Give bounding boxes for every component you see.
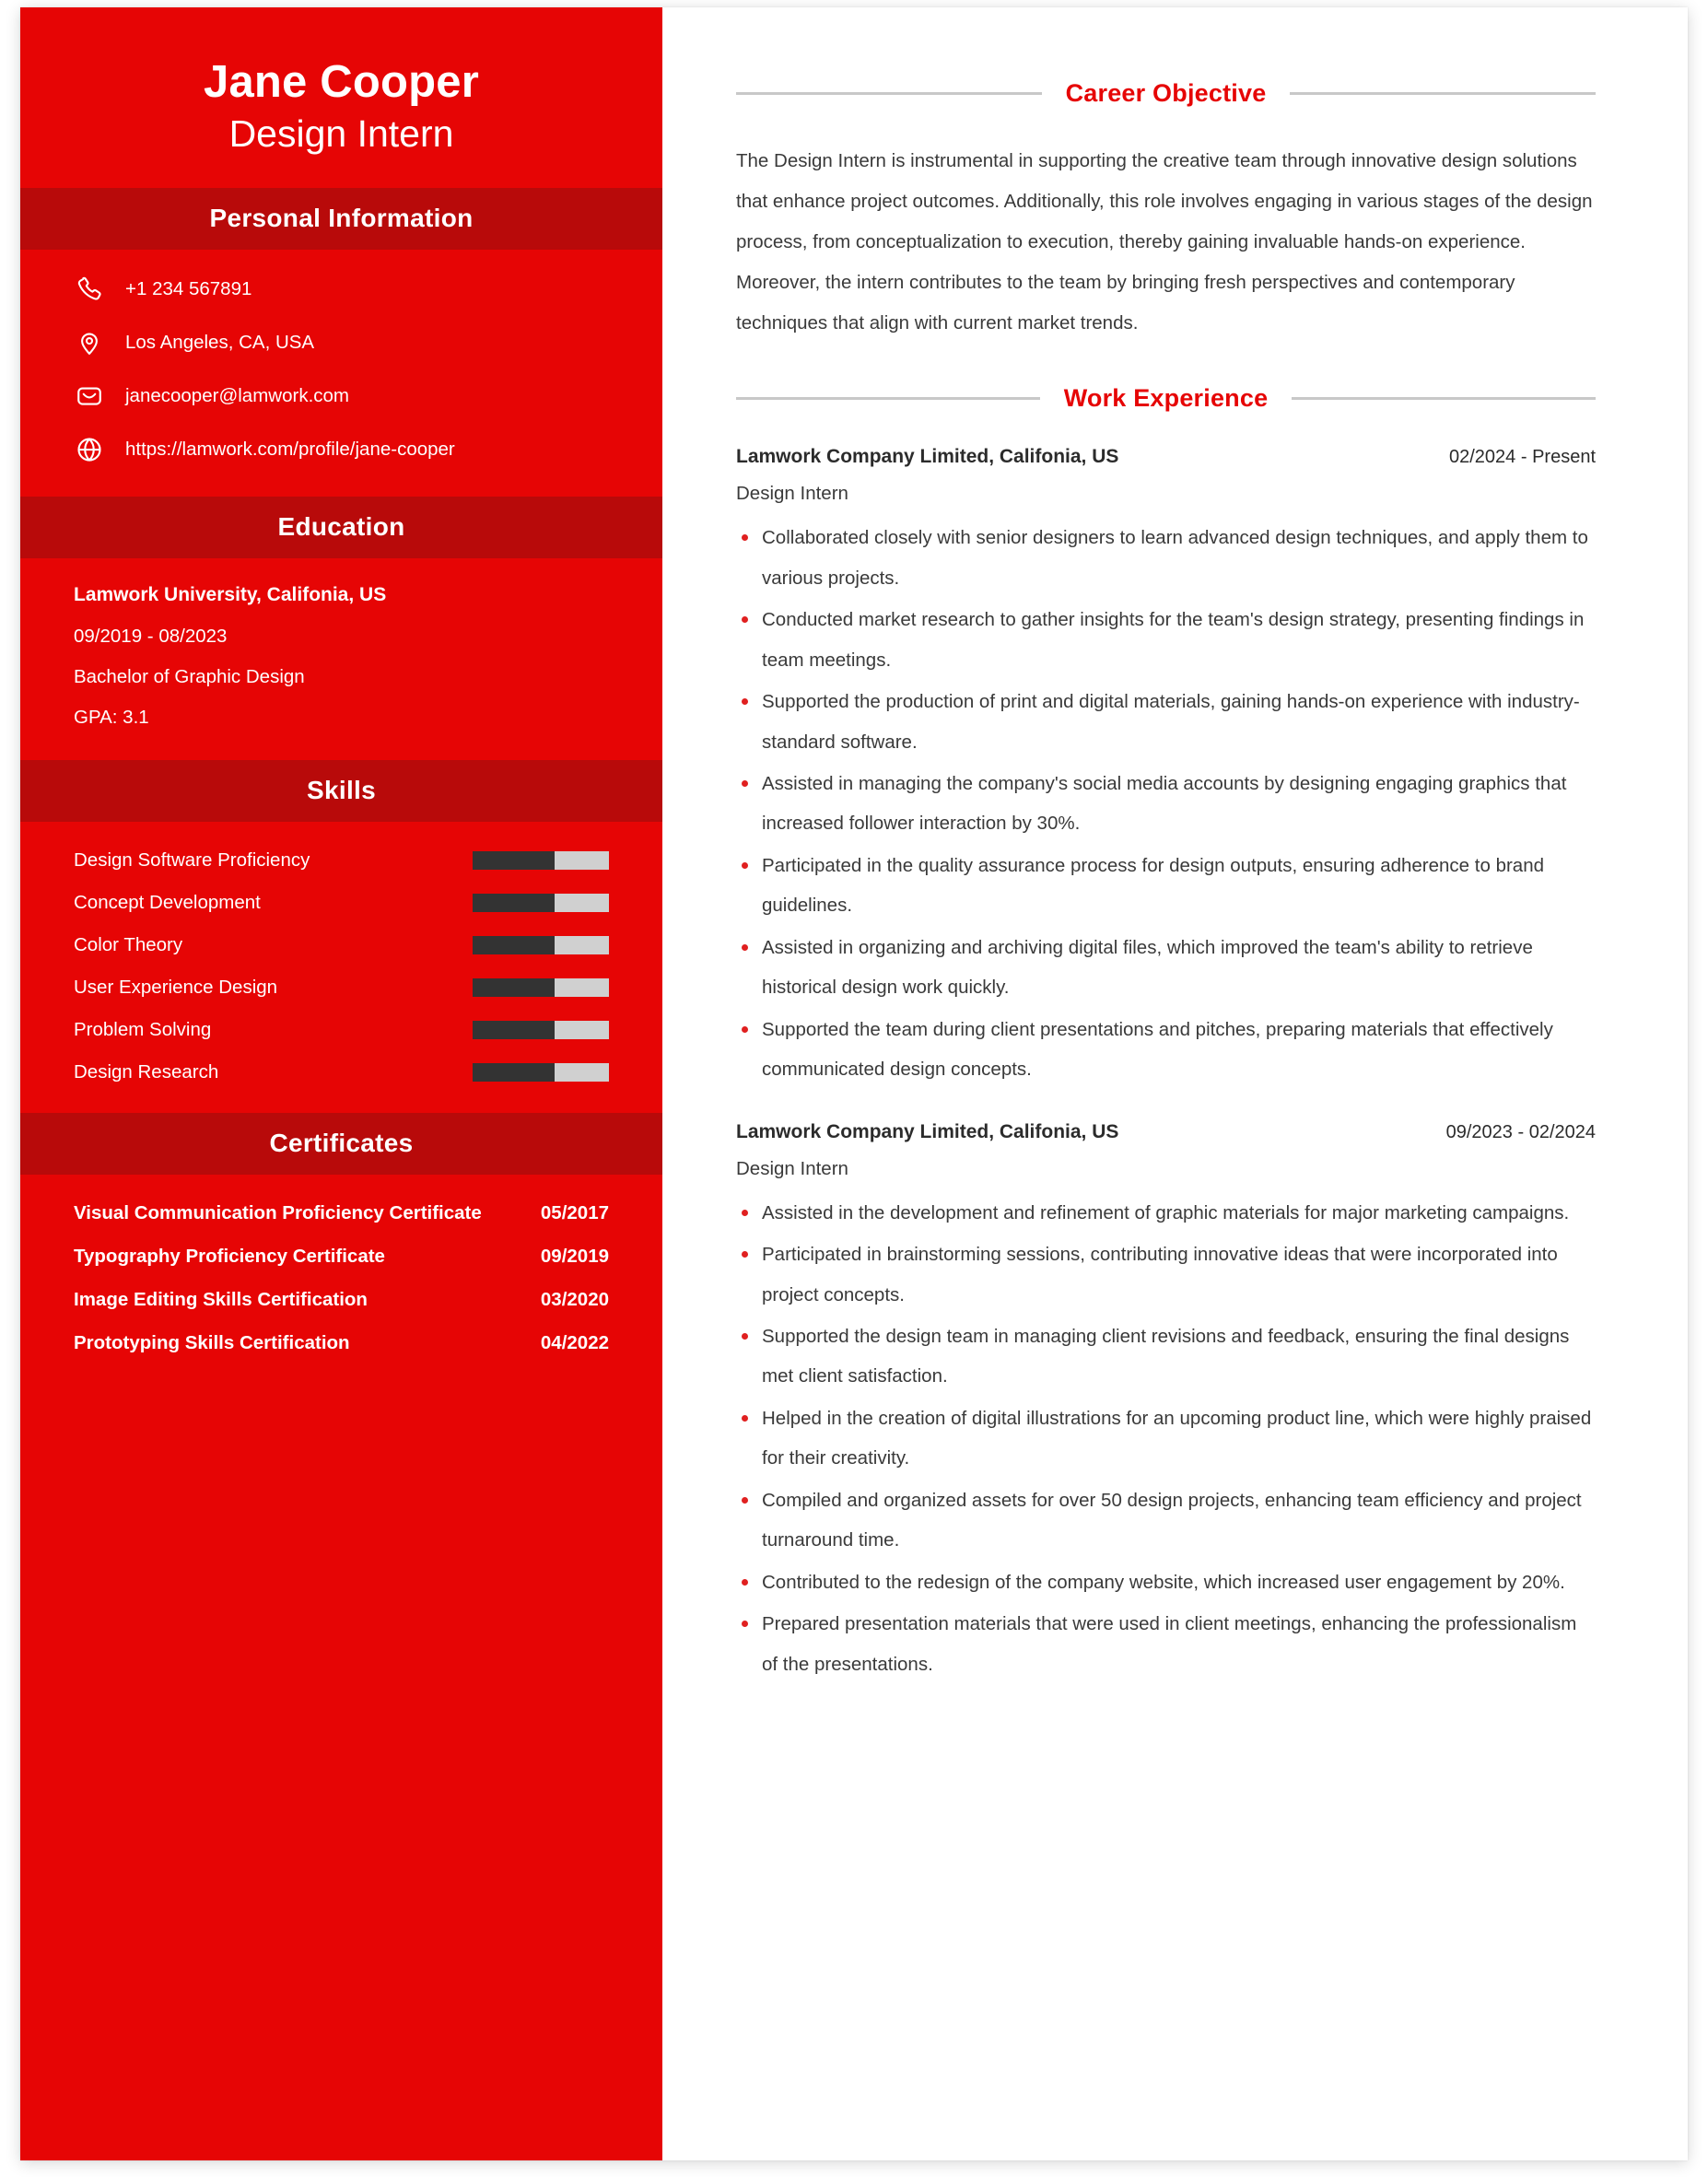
skill-level-fill xyxy=(473,851,555,870)
section-heading-certificates: Certificates xyxy=(20,1113,662,1175)
divider-line-right xyxy=(1290,92,1596,95)
contact-value-location: Los Angeles, CA, USA xyxy=(125,331,315,353)
skill-level-bar xyxy=(473,894,609,912)
skill-row xyxy=(74,849,609,872)
job-date-range: 09/2023 - 02/2024 xyxy=(1445,1121,1596,1142)
certificate-row xyxy=(74,1332,609,1354)
job-title: Design Intern xyxy=(736,483,848,505)
contact-row-email xyxy=(74,380,609,412)
certificate-name: Image Editing Skills Certification xyxy=(74,1288,368,1310)
skill-row xyxy=(74,977,609,999)
candidate-name: Jane Cooper xyxy=(204,57,479,107)
job-header xyxy=(736,1121,1596,1143)
envelope-icon xyxy=(74,380,105,412)
skill-row xyxy=(74,1019,609,1041)
skills-list xyxy=(20,822,662,1113)
location-pin-icon xyxy=(74,327,105,358)
list-item: Supported the design team in managing client revisions and feedback, ensuring the final designs met client satisfaction. xyxy=(736,1317,1596,1397)
job-date-range: 02/2024 - Present xyxy=(1449,447,1596,468)
certificate-name: Visual Communication Proficiency Certificate xyxy=(74,1201,482,1223)
list-item: Participated in the quality assurance process for design outputs, ensuring adherence to brand guidelines. xyxy=(736,846,1596,926)
contact-value-website: https://lamwork.com/profile/jane-cooper xyxy=(125,438,455,460)
work-experience-entry xyxy=(736,446,1596,1089)
list-item: Collaborated closely with senior designers to learn advanced design techniques, and apply them to various projects. xyxy=(736,518,1596,598)
sidebar xyxy=(20,7,662,2160)
divider-line-left xyxy=(736,397,1040,400)
job-responsibility-list xyxy=(736,518,1596,1089)
skill-level-bar xyxy=(473,978,609,997)
skill-level-bar xyxy=(473,936,609,954)
certificate-date: 04/2022 xyxy=(540,1331,609,1353)
globe-icon xyxy=(74,434,105,465)
skill-label: Problem Solving xyxy=(74,1018,212,1040)
education-school: Lamwork University, Califonia, US xyxy=(74,583,387,605)
certificate-date: 09/2019 xyxy=(540,1245,609,1267)
list-item: Helped in the creation of digital illustrations for an upcoming product line, which were highly praised for their creativity. xyxy=(736,1399,1596,1479)
skill-label: Design Research xyxy=(74,1060,219,1083)
skill-level-bar xyxy=(473,851,609,870)
certificate-name: Prototyping Skills Certification xyxy=(74,1331,350,1353)
skill-row xyxy=(74,934,609,956)
certificates-list xyxy=(20,1175,662,1382)
section-title-career-objective: Career Objective xyxy=(1065,79,1267,107)
education-dates: 09/2019 - 08/2023 xyxy=(74,625,228,647)
job-header xyxy=(736,446,1596,468)
education-degree: Bachelor of Graphic Design xyxy=(74,665,305,687)
skill-level-fill xyxy=(473,894,555,912)
job-company: Lamwork Company Limited, Califonia, US xyxy=(736,1120,1119,1142)
job-responsibility-list xyxy=(736,1193,1596,1684)
career-objective-text: The Design Intern is instrumental in supporting the creative team through innovative design solutions that enhance project outcomes. Additionally, this role involves engaging in various stages of the design process, from conceptualization to execution, thereby gaining invaluable hands-on experience. Moreover, the intern contributes to the team by bringing fresh perspectives and contemporary techniques that align with current market trends. xyxy=(736,150,1593,334)
list-item: Prepared presentation materials that were used in client meetings, enhancing the professionalism of the presentations. xyxy=(736,1604,1596,1684)
skill-label: Concept Development xyxy=(74,891,261,913)
section-header-career-objective xyxy=(736,79,1596,108)
list-item: Participated in brainstorming sessions, contributing innovative ideas that were incorporated into project concepts. xyxy=(736,1235,1596,1315)
list-item: Supported the team during client presentations and pitches, preparing materials that effectively communicated design concepts. xyxy=(736,1010,1596,1090)
skill-row xyxy=(74,1061,609,1083)
job-company: Lamwork Company Limited, Califonia, US xyxy=(736,446,1119,468)
personal-information-list xyxy=(20,250,662,497)
list-item: Assisted in the development and refinement of graphic materials for major marketing campaigns. xyxy=(736,1193,1596,1233)
certificate-row xyxy=(74,1202,609,1224)
section-header-work-experience xyxy=(736,384,1596,413)
work-experience-entry xyxy=(736,1121,1596,1684)
contact-row-phone xyxy=(74,274,609,305)
list-item: Assisted in managing the company's social media accounts by designing engaging graphics that increased follower interaction by 30%. xyxy=(736,764,1596,844)
certificate-date: 03/2020 xyxy=(540,1288,609,1310)
job-spacer xyxy=(736,1094,1596,1121)
education-gpa: GPA: 3.1 xyxy=(74,706,149,728)
divider-line-left xyxy=(736,92,1042,95)
skill-label: User Experience Design xyxy=(74,976,278,998)
certificate-name: Typography Proficiency Certificate xyxy=(74,1245,385,1267)
main-content xyxy=(662,7,1688,2160)
job-title: Design Intern xyxy=(736,1157,848,1179)
skill-level-bar xyxy=(473,1021,609,1039)
list-item: Conducted market research to gather insights for the team's design strategy, presenting findings in team meetings. xyxy=(736,600,1596,680)
name-block xyxy=(20,7,662,188)
contact-row-location xyxy=(74,327,609,358)
contact-row-website xyxy=(74,434,609,465)
skill-level-fill xyxy=(473,978,555,997)
section-heading-skills: Skills xyxy=(20,760,662,822)
skill-level-bar xyxy=(473,1063,609,1082)
contact-value-email: janecooper@lamwork.com xyxy=(125,384,349,406)
list-item: Assisted in organizing and archiving digital files, which improved the team's ability to retrieve historical design work quickly. xyxy=(736,928,1596,1008)
skill-label: Design Software Proficiency xyxy=(74,849,310,871)
resume-page xyxy=(20,7,1688,2160)
divider-line-right xyxy=(1292,397,1596,400)
certificate-date: 05/2017 xyxy=(540,1201,609,1223)
certificate-row xyxy=(74,1289,609,1311)
list-item: Compiled and organized assets for over 50 design projects, enhancing team efficiency and project turnaround time. xyxy=(736,1481,1596,1561)
candidate-role: Design Intern xyxy=(228,111,454,155)
skill-level-fill xyxy=(473,1063,555,1082)
list-item: Supported the production of print and digital materials, gaining hands-on experience with industry-standard software. xyxy=(736,682,1596,762)
phone-icon xyxy=(74,274,105,305)
skill-row xyxy=(74,892,609,914)
skill-level-fill xyxy=(473,1021,555,1039)
education-entry xyxy=(20,558,662,760)
section-heading-education: Education xyxy=(20,497,662,558)
skill-level-fill xyxy=(473,936,555,954)
skill-label: Color Theory xyxy=(74,933,183,955)
section-title-work-experience: Work Experience xyxy=(1063,384,1269,413)
list-item: Contributed to the redesign of the company website, which increased user engagement by 20%. xyxy=(736,1563,1596,1602)
certificate-row xyxy=(74,1246,609,1268)
contact-value-phone: +1 234 567891 xyxy=(125,277,252,299)
section-heading-personal-information: Personal Information xyxy=(20,188,662,250)
